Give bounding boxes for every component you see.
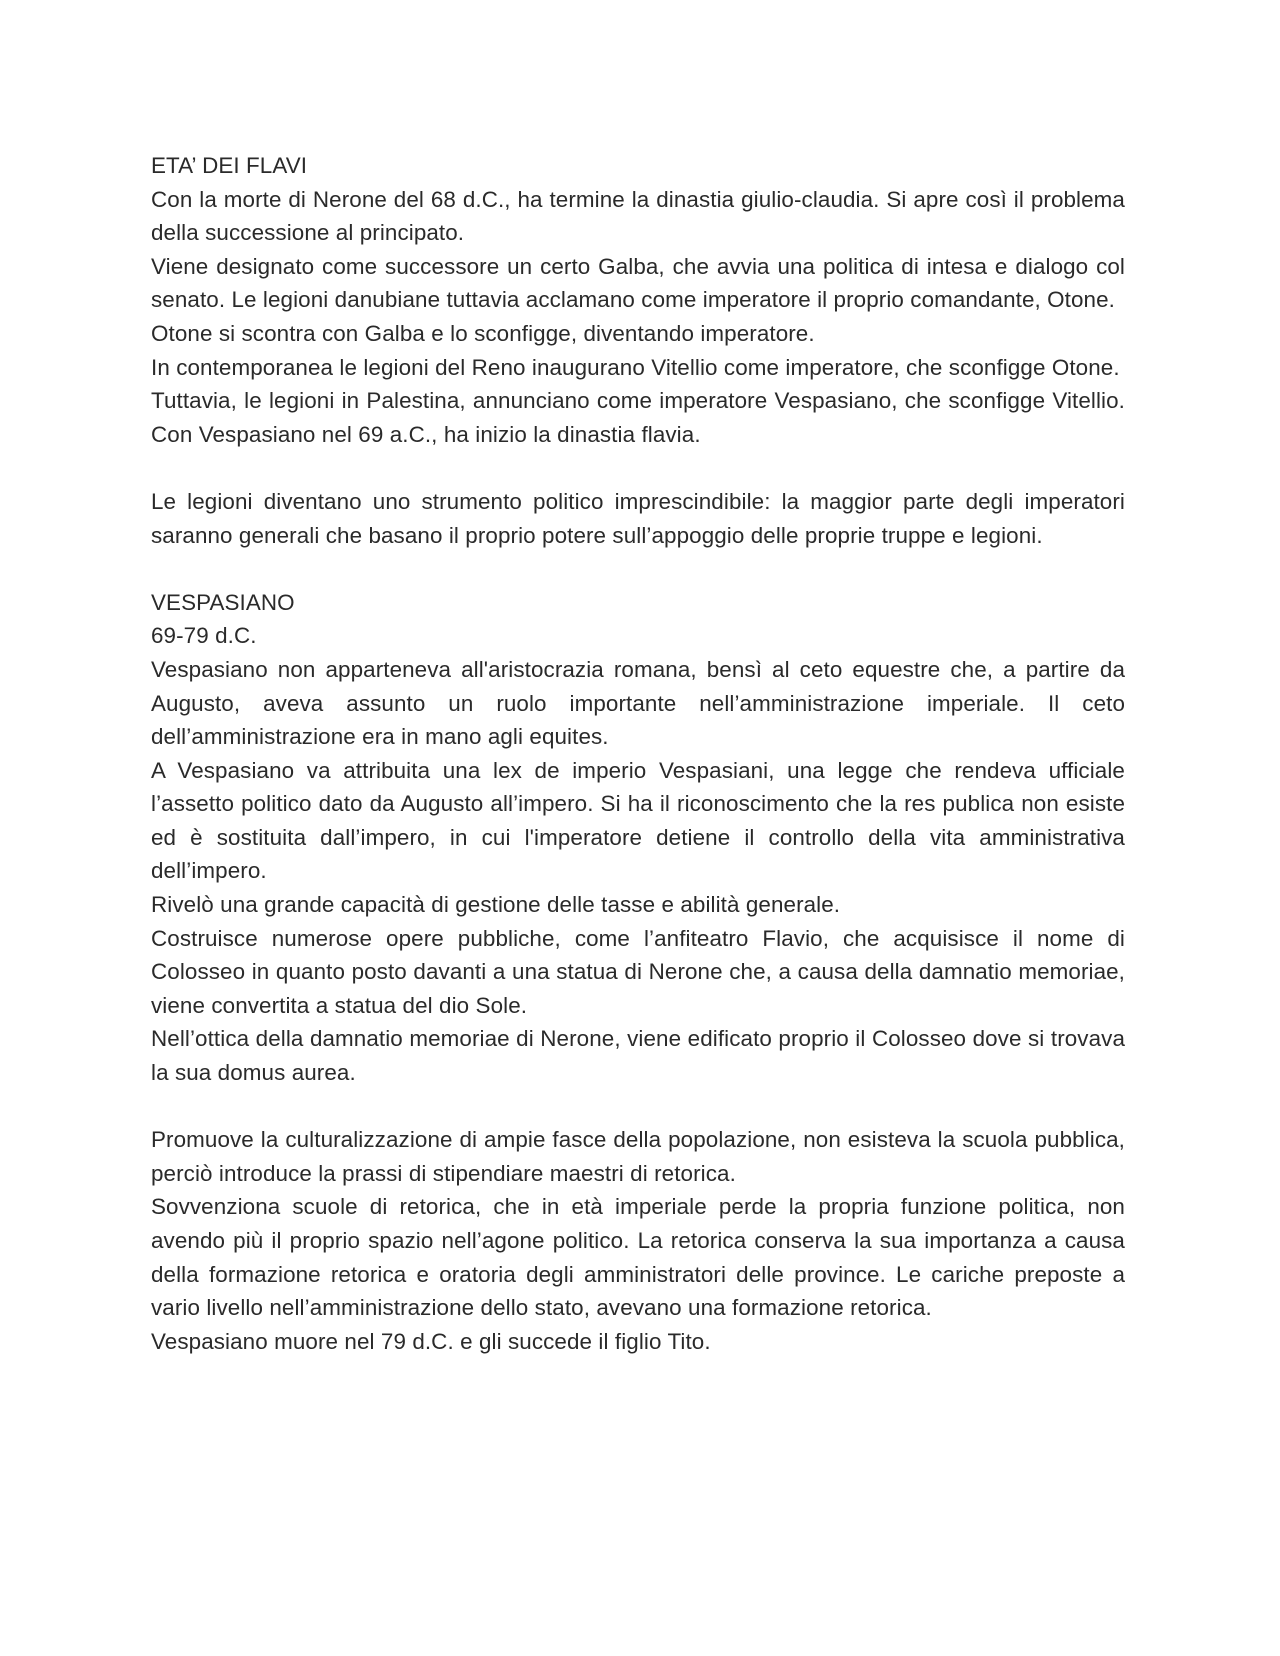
paragraph: Vespasiano non apparteneva all'aristocrazia romana, bensì al ceto equestre che, a partire da Augusto, aveva assunto un ruolo importante nell’amministrazione imperiale. Il ceto dell’amministrazione era in mano agli equites. <box>151 656 1125 750</box>
paragraph: Costruisce numerose opere pubbliche, come l’anfiteatro Flavio, che acquisisce il nome di Colosseo in quanto posto davanti a una statua di Nerone che, a causa della damnatio memoriae, viene convertita a statua del dio Sole. <box>151 925 1125 1018</box>
blank-line <box>151 451 1125 485</box>
paragraph: Promuove la culturalizzazione di ampie fasce della popolazione, non esisteva la scuola pubblica, perciò introduce la prassi di stipendiare maestri di retorica. <box>151 1127 1125 1186</box>
paragraph: Sovvenziona scuole di retorica, che in età imperiale perde la propria funzione politica, non avendo più il proprio spazio nell’agone politico. La retorica conserva la sua importanza a causa della formazione retorica e oratoria degli amministratori delle province. Le cariche preposte a vario livello nell’amministrazione dello stato, avevano una formazione retorica. <box>151 1194 1125 1321</box>
paragraph: Con la morte di Nerone del 68 d.C., ha termine la dinastia giulio-claudia. Si apre così il problema della successione al principato. <box>151 186 1125 246</box>
section-heading-vespasiano: VESPASIANO <box>151 589 295 615</box>
paragraph: Le legioni diventano uno strumento politico imprescindibile: la maggior parte degli imperatori saranno generali che basano il proprio potere sull’appoggio delle proprie truppe e legioni. <box>151 488 1125 548</box>
paragraph: Vespasiano muore nel 79 d.C. e gli succede il figlio Tito. <box>151 1328 711 1354</box>
document-page <box>151 149 1125 1358</box>
blank-line <box>151 1090 1125 1124</box>
section-subheading-dates: 69-79 d.C. <box>151 623 257 649</box>
section-heading-eta-dei-flavi: ETA’ DEI FLAVI <box>151 153 308 178</box>
paragraph: Tuttavia, le legioni in Palestina, annunciano come imperatore Vespasiano, che sconfigge Vitellio. Con Vespasiano nel 69 a.C., ha inizio la dinastia flavia. <box>151 388 1125 447</box>
blank-line <box>151 552 1125 586</box>
paragraph: In contemporanea le legioni del Reno inaugurano Vitellio come imperatore, che sconfigge Otone. <box>151 354 1120 380</box>
paragraph: Nell’ottica della damnatio memoriae di Nerone, viene edificato proprio il Colosseo dove si trovava la sua domus aurea. <box>151 1026 1125 1086</box>
paragraph: A Vespasiano va attribuita una lex de imperio Vespasiani, una legge che rendeva ufficiale l’assetto politico dato da Augusto all’impero. Si ha il riconoscimento che la res publica non esiste ed è sostituita dall’impero, in cui l'imperatore detiene il controllo della vita amministrativa dell’impero. <box>151 757 1125 884</box>
paragraph: Viene designato come successore un certo Galba, che avvia una politica di intesa e dialogo col senato. Le legioni danubiane tuttavia acclamano come imperatore il proprio comandante, Otone. <box>151 253 1125 313</box>
paragraph: Otone si scontra con Galba e lo sconfigge, diventando imperatore. <box>151 320 815 346</box>
paragraph: Rivelò una grande capacità di gestione delle tasse e abilità generale. <box>151 892 841 918</box>
